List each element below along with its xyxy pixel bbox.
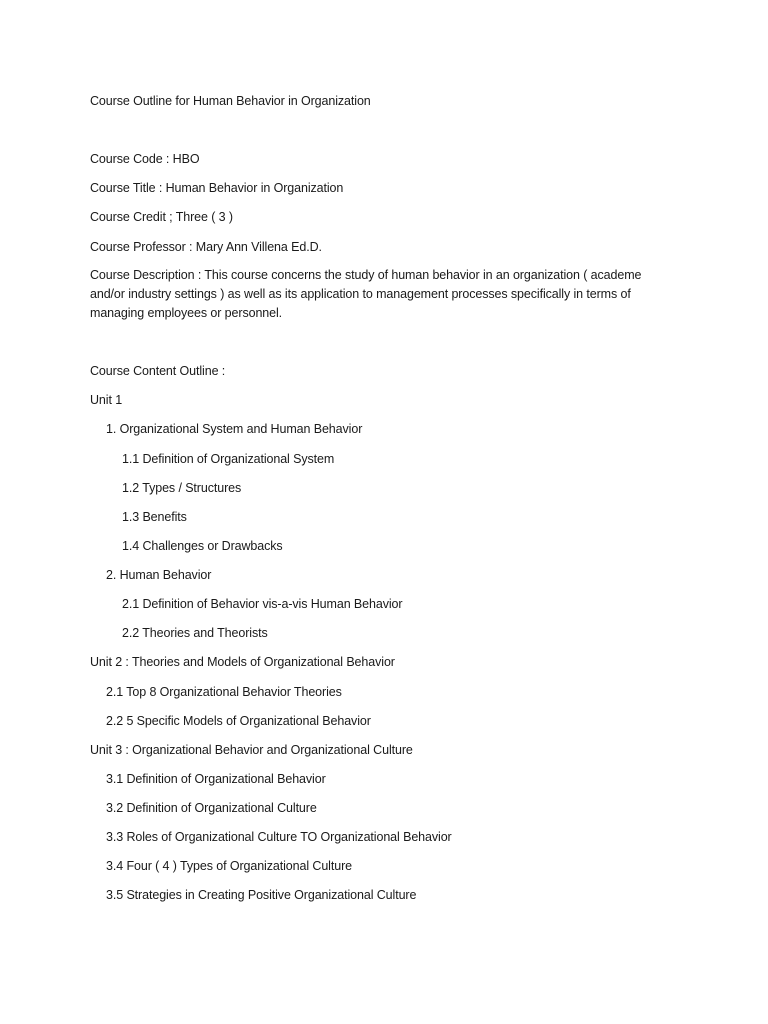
outline-item: 3.1 Definition of Organizational Behavior (106, 772, 326, 786)
unit-3-title: Unit 3 : Organizational Behavior and Organizational Culture (90, 743, 413, 757)
course-description-line: Course Description : This course concerns the study of human behavior in an organization ( academe (90, 268, 642, 282)
content-outline-label: Course Content Outline : (90, 364, 226, 378)
course-description-line: and/or industry settings ) as well as its application to management processes specifically in terms of (90, 287, 631, 301)
outline-item: 2. Human Behavior (106, 568, 212, 582)
document-heading: Course Outline for Human Behavior in Organization (90, 94, 371, 108)
outline-item: 3.2 Definition of Organizational Culture (106, 801, 317, 815)
outline-subitem: 1.4 Challenges or Drawbacks (122, 539, 283, 553)
outline-item: 1. Organizational System and Human Behavior (106, 422, 363, 436)
outline-subitem: 2.1 Definition of Behavior vis-a-vis Human Behavior (122, 597, 403, 611)
course-code: Course Code : HBO (90, 152, 200, 166)
outline-subitem: 1.3 Benefits (122, 510, 187, 524)
outline-subitem: 1.2 Types / Structures (122, 481, 242, 495)
unit-1-title: Unit 1 (90, 393, 123, 407)
course-credit: Course Credit ; Three ( 3 ) (90, 210, 233, 224)
course-title: Course Title : Human Behavior in Organization (90, 181, 344, 195)
unit-2-title: Unit 2 : Theories and Models of Organizational Behavior (90, 655, 395, 669)
course-description-line: managing employees or personnel. (90, 306, 283, 320)
course-professor: Course Professor : Mary Ann Villena Ed.D. (90, 240, 322, 254)
outline-subitem: 2.2 Theories and Theorists (122, 626, 268, 640)
outline-item: 3.4 Four ( 4 ) Types of Organizational Culture (106, 859, 352, 873)
outline-item: 2.1 Top 8 Organizational Behavior Theories (106, 685, 342, 699)
course-description (90, 266, 670, 323)
outline-subitem: 1.1 Definition of Organizational System (122, 452, 335, 466)
outline-item: 3.3 Roles of Organizational Culture TO Organizational Behavior (106, 830, 452, 844)
outline-item: 3.5 Strategies in Creating Positive Organizational Culture (106, 888, 417, 902)
outline-item: 2.2 5 Specific Models of Organizational Behavior (106, 714, 371, 728)
